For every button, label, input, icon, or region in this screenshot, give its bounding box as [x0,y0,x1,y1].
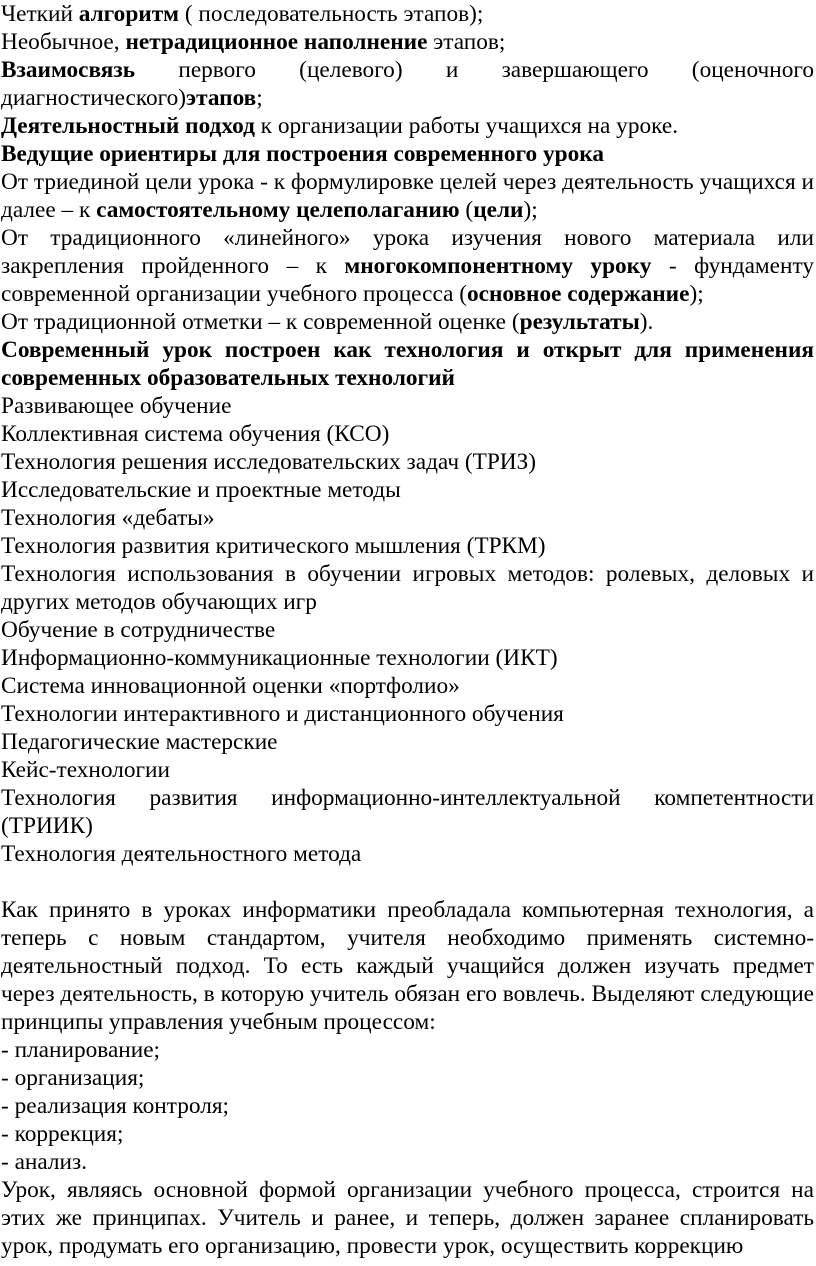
list-item: Технологии интерактивного и дистанционного обучения [1,701,564,727]
list-item: Коллективная система обучения (КСО) [1,421,390,447]
bold-term: цели [473,197,524,223]
bold-term: Взаимосвязь [1,57,136,83]
list-item: - организация; [1,1065,145,1091]
text-run: ; [256,85,263,111]
text-run: От традиционной отметки – к современной оценке ( [1,309,520,335]
text-run: первого (целевого) и завершающего (оценочного диагностического) [1,57,814,111]
bold-term: алгоритм [78,1,180,27]
list-item: - реализация контроля; [1,1093,230,1119]
text-run: - фундаменту современной организации учебного процесса ( [1,253,814,307]
closing-paragraph: Урок, являясь основной формой организации учебного процесса, строится на этих же принципах. Учитель и ранее, и теперь, должен заранее спланировать урок, продумать его организацию, провести урок, осуществить коррекцию [1,1177,814,1259]
list-item: Технология развития информационно-интеллектуальной компетентности (ТРИИК) [1,785,814,839]
bold-term: самостоятельному целеполаганию [96,197,460,223]
bold-term: многокомпонентному уроку [344,253,652,279]
text-run: этапов; [427,29,506,55]
list-item: - анализ. [1,1149,88,1175]
bold-term: нетрадиционное наполнение [125,29,428,55]
technology-list [1,392,814,868]
text-run: От триединой цели урока - к формулировке целей через деятельность учащихся и далее – к [1,169,814,223]
list-item: - планирование; [1,1037,161,1063]
list-item: Технология развития критического мышления (ТРКМ) [1,533,546,559]
bold-term: основное содержание [467,281,690,307]
text-run: к организации работы учащихся на уроке. [254,113,679,139]
line-relationship [1,56,814,112]
principles-list [1,1036,814,1176]
list-item: Технология «дебаты» [1,505,215,531]
text-run: ( последовательность этапов); [179,1,484,27]
line-lesson-type [1,224,814,308]
text-run: ( [459,197,474,223]
bold-term: Деятельностный подход [1,113,255,139]
list-item: Кейс-технологии [1,757,170,783]
list-item: Технология деятельностного метода [1,841,362,867]
list-item: Обучение в сотрудничестве [1,617,276,643]
body-paragraph: Как принято в уроках информатики преобладала компьютерная технология, а теперь с новым стандартом, учителя необходимо применять системно-деятельностный подход. То есть каждый учащийся должен изучать предмет через деятельность, в которую учитель обязан его вовлечь. Выделяют следующие принципы управления учебным процессом: [1,897,814,1035]
text-run: ); [523,197,538,223]
text-run: ). [639,309,654,335]
line-activity-approach [1,112,814,140]
line-goal [1,168,814,224]
line-filling [1,28,814,56]
heading-modern-lesson: Современный урок построен как технология и открыт для применения современных образовательных технологий [1,337,814,391]
list-item: Технология решения исследовательских задач (ТРИЗ) [1,449,537,475]
text-run: Необычное, [1,29,126,55]
list-item: Технология использования в обучении игровых методов: ролевых, деловых и других методов обучающих игр [1,561,814,615]
list-item: Развивающее обучение [1,393,232,419]
blank-line [1,868,814,896]
line-grading [1,308,814,336]
list-item: Педагогические мастерские [1,729,278,755]
text-run: ); [689,281,704,307]
bold-term: результаты [519,309,640,335]
line-algorithm [1,0,814,28]
text-run: Четкий [1,1,79,27]
list-item: Исследовательские и проектные методы [1,477,401,503]
list-item: - коррекция; [1,1121,124,1147]
heading-guidelines: Ведущие ориентиры для построения современного урока [1,141,604,167]
text-run: От традиционного «линейного» урока изучения нового материала или закрепления пройденного – к [1,225,814,279]
list-item: Информационно-коммуникационные технологии (ИКТ) [1,645,558,671]
bold-term: этапов [186,85,257,111]
list-item: Система инновационной оценки «портфолио» [1,673,460,699]
